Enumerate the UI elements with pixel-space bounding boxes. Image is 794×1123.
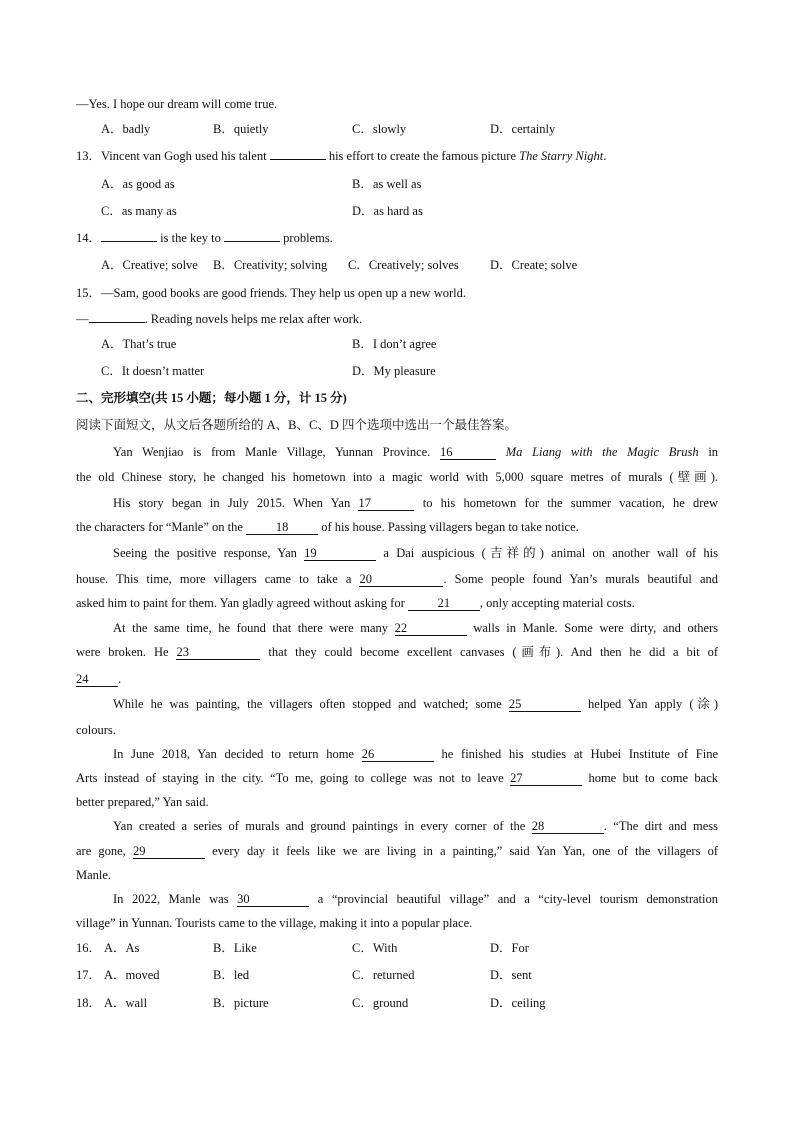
passage-line: are gone, 29 every day it feels like we are living in a painting,” said Yan Yan, one of the villagers of (76, 844, 718, 858)
q14-option-a[interactable]: A．Creative; solve (101, 258, 198, 272)
passage-line: the characters for “Manle” on the 18 of his house. Passing villagers began to take notice. (76, 520, 579, 534)
passage-line: At the same time, he found that there were many 22 walls in Manle. Some were dirty, and others (113, 621, 719, 635)
q14-blank-2[interactable] (224, 241, 280, 242)
passage-line: colours. (76, 723, 116, 737)
q17-option-d[interactable]: D．sent (490, 968, 532, 982)
blank-25[interactable]: 25 (509, 698, 581, 712)
q16-number: 16． (76, 941, 102, 955)
section-heading: 二、完形填空(共 15 小题；每小题 1 分，计 15 分) (76, 391, 347, 405)
blank-18[interactable]: 18 (246, 521, 318, 535)
q17-option-c[interactable]: C．returned (352, 968, 415, 982)
blank-20[interactable]: 20 (359, 573, 443, 587)
passage-line: Seeing the positive response, Yan 19 a Dai auspicious (吉祥的) animal on another wall of his (113, 546, 718, 560)
q13-number: 13． (76, 149, 102, 163)
q12-option-a[interactable]: A．badly (101, 122, 151, 136)
q14-stem: 14． is the key to problems. (76, 231, 333, 245)
passage-line: Yan created a series of murals and ground paintings in every corner of the 28 . “The dirt and mess (113, 819, 719, 833)
blank-22[interactable]: 22 (395, 622, 467, 636)
passage-line: village” in Yunnan. Tourists came to the village, making it into a popular place. (76, 916, 473, 930)
q14-number: 14． (76, 231, 102, 245)
q18-option-a[interactable]: A．wall (104, 996, 148, 1010)
section-instruction: 阅读下面短文，从文后各题所给的 A、B、C、D 四个选项中选出一个最佳答案。 (76, 418, 517, 432)
story-title: Ma Liang with the Magic Brush (505, 445, 699, 459)
blank-21[interactable]: 21 (408, 597, 480, 611)
q17-option-a[interactable]: A．moved (104, 968, 160, 982)
q17-number: 17． (76, 968, 102, 982)
q12-option-d[interactable]: D．certainly (490, 122, 556, 136)
passage-line: Arts instead of staying in the city. “To me, going to college was not to leave 27 home but to come back (76, 771, 719, 785)
q13-option-b[interactable]: B．as well as (352, 177, 422, 191)
passage-line: were broken. He 23 that they could become excellent canvases (画布). And then he did a bit of (76, 645, 719, 659)
q14-blank-1[interactable] (101, 241, 157, 242)
q12-option-c[interactable]: C．slowly (352, 122, 407, 136)
q18-number: 18． (76, 996, 102, 1010)
blank-28[interactable]: 28 (532, 820, 604, 834)
q13-stem: 13．Vincent van Gogh used his talent his effort to create the famous picture The Starry Night. (76, 149, 607, 163)
q13-option-d[interactable]: D．as hard as (352, 204, 423, 218)
blank-30[interactable]: 30 (237, 893, 309, 907)
passage-line: the old Chinese story, he changed his hometown into a magic world with 5,000 square metres of murals (壁画). (76, 470, 718, 484)
q15-line1: 15．—Sam, good books are good friends. They help us open up a new world. (76, 286, 466, 300)
blank-16[interactable]: 16 (440, 446, 496, 460)
q13-option-a[interactable]: A．as good as (101, 177, 175, 191)
q18-option-c[interactable]: C．ground (352, 996, 409, 1010)
passage-line: In June 2018, Yan decided to return home 26 he finished his studies at Hubei Institute of Fine (113, 747, 718, 761)
q15-option-a[interactable]: A．That’s true (101, 337, 177, 351)
blank-19[interactable]: 19 (304, 547, 376, 561)
q12-option-b[interactable]: B．quietly (213, 122, 269, 136)
q18-option-b[interactable]: B．picture (213, 996, 269, 1010)
passage-line: Yan Wenjiao is from Manle Village, Yunnan Province. 16 Ma Liang with the Magic Brush in (113, 445, 719, 459)
passage-line: Manle. (76, 868, 112, 882)
q18-option-d[interactable]: D．ceiling (490, 996, 546, 1010)
passage-line: His story began in July 2015. When Yan 17 to his hometown for the summer vacation, he drew (113, 496, 719, 510)
passage-line: house. This time, more villagers came to take a 20 . Some people found Yan’s murals beautiful and (76, 572, 718, 586)
q16-option-d[interactable]: D．For (490, 941, 529, 955)
passage-line: While he was painting, the villagers often stopped and watched; some 25 helped Yan apply (涂) (113, 697, 719, 711)
q16-option-a[interactable]: A．As (104, 941, 140, 955)
q15-option-d[interactable]: D．My pleasure (352, 364, 436, 378)
q13-blank[interactable] (270, 159, 326, 160)
q15-option-b[interactable]: B．I don’t agree (352, 337, 437, 351)
q14-option-c[interactable]: C．Creatively; solves (348, 258, 459, 272)
blank-17[interactable]: 17 (358, 497, 414, 511)
q15-blank[interactable] (89, 322, 145, 323)
q13-option-c[interactable]: C．as many as (101, 204, 177, 218)
passage-line: In 2022, Manle was 30 a “provincial beautiful village” and a “city-level tourism demonstration (113, 892, 718, 906)
q13-title: The Starry Night (519, 149, 604, 163)
blank-26[interactable]: 26 (362, 748, 434, 762)
q17-option-b[interactable]: B．led (213, 968, 250, 982)
blank-27[interactable]: 27 (510, 772, 582, 786)
q14-option-d[interactable]: D．Create; solve (490, 258, 578, 272)
blank-29[interactable]: 29 (133, 845, 205, 859)
blank-23[interactable]: 23 (176, 646, 260, 660)
q15-option-c[interactable]: C．It doesn’t matter (101, 364, 205, 378)
q16-option-c[interactable]: C．With (352, 941, 398, 955)
passage-line: 24 . (76, 672, 122, 686)
q12-reply: —Yes. I hope our dream will come true. (76, 97, 278, 111)
blank-24[interactable]: 24 (76, 673, 118, 687)
passage-line: better prepared,” Yan said. (76, 795, 209, 809)
passage-line: asked him to paint for them. Yan gladly agreed without asking for 21 , only accepting material costs. (76, 596, 635, 610)
q15-line2: — . Reading novels helps me relax after work. (76, 312, 363, 326)
q14-option-b[interactable]: B．Creativity; solving (213, 258, 328, 272)
q16-option-b[interactable]: B．Like (213, 941, 257, 955)
